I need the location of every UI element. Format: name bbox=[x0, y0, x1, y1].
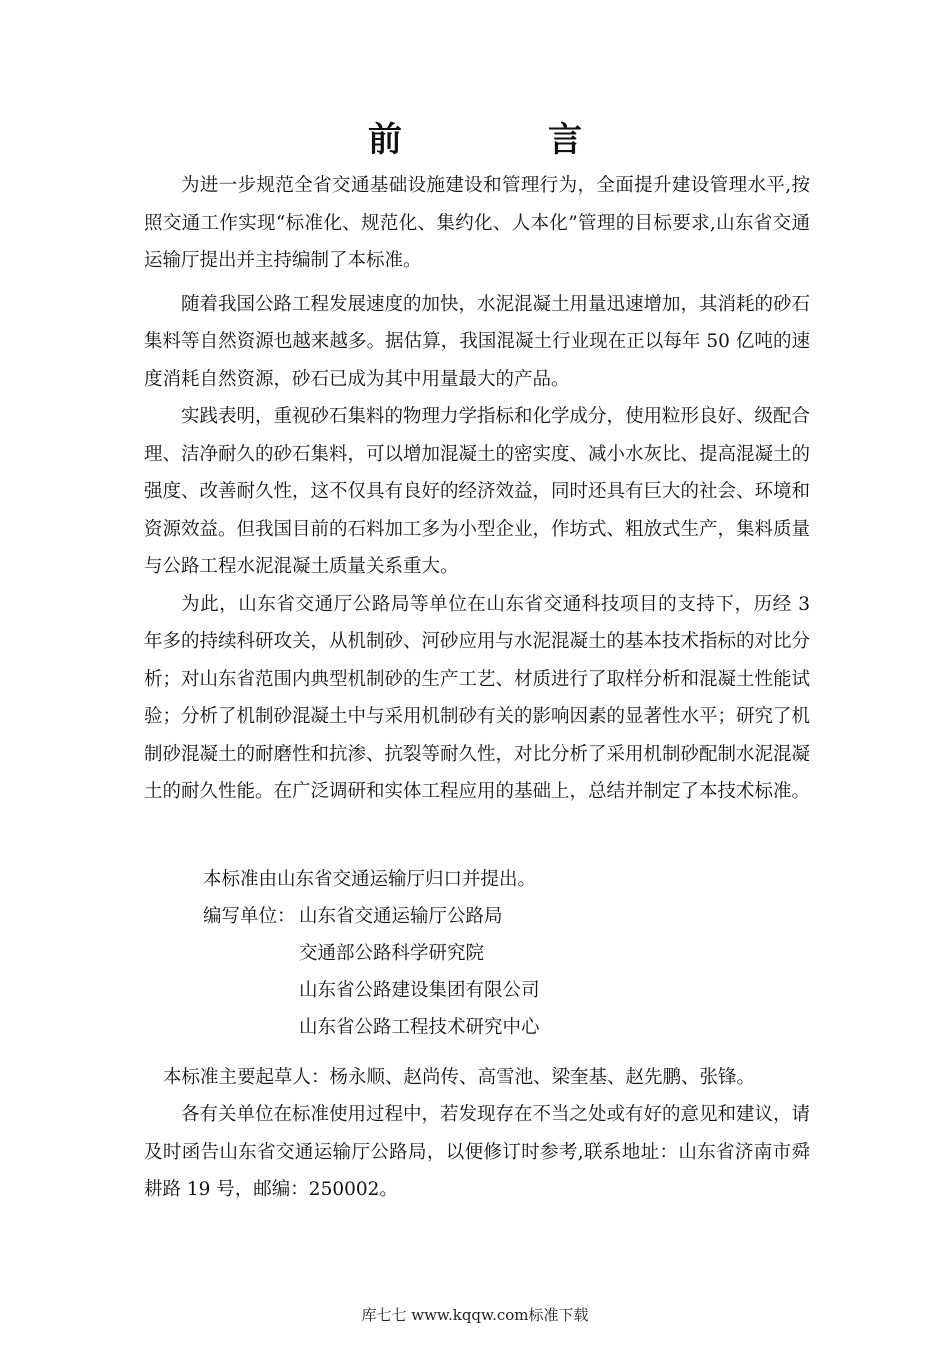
drafters-line: 本标准主要起草人：杨永顺、赵尚传、高雪池、梁奎基、赵先鹏、张锋。 bbox=[163, 1067, 756, 1088]
drafting-unit: 交通部公路科学研究院 bbox=[299, 943, 485, 964]
page-title: 前 言 bbox=[368, 120, 638, 160]
paragraph-4: 为此，山东省交通厅公路局等单位在山东省交通科技项目的支持下，历经 3 年多的持续科研攻关，从机制砂、河砂应用与水泥混凝土的基本技术指标的对比分析；对山东省范围内典型机制砂的生产工艺、材质进行了取样分析和混凝土性能试验；分析了机制砂混凝土中与采用机制砂有关的影响因素的显著性水平；研究了机制砂混凝土的耐磨性和抗渗、抗裂等耐久性，对比分析了采用机制砂配制水泥混凝土的耐久性能。在广泛调研和实体工程应用的基础上，总结并制定了本技术标准。 bbox=[144, 593, 811, 802]
drafting-unit: 山东省交通运输厅公路局 bbox=[299, 906, 503, 927]
paragraph-3: 实践表明，重视砂石集料的物理力学指标和化学成分，使用粒形良好、级配合理、洁净耐久的砂石集料，可以增加混凝土的密实度、减小水灰比、提高混凝土的强度、改善耐久性，这不仅具有良好的经济效益，同时还具有巨大的社会、环境和资源效益。但我国目前的石料加工多为小型企业，作坊式、粗放式生产，集料质量与公路工程水泥混凝土质量关系重大。 bbox=[144, 406, 811, 577]
paragraph-2: 随着我国公路工程发展速度的加快，水泥混凝土用量迅速增加，其消耗的砂石集料等自然资源也越来越多。据估算，我国混凝土行业现在正以每年 50 亿吨的速度消耗自然资源，砂石已成为其中用量最大的产品。 bbox=[144, 293, 811, 390]
proposer-line: 本标准由山东省交通运输厅归口并提出。 bbox=[203, 869, 537, 890]
paragraph-1: 为进一步规范全省交通基础设施建设和管理行为，全面提升建设管理水平,按照交通工作实现“标准化、规范化、集约化、人本化”管理的目标要求,山东省交通运输厅提出并主持编制了本标准。 bbox=[144, 175, 810, 271]
closing-section bbox=[144, 1096, 810, 1209]
closing-paragraph: 各有关单位在标准使用过程中，若发现存在不当之处或有好的意见和建议，请及时函告山东省交通运输厅公路局，以便修订时参考,联系地址：山东省济南市舜耕路 19 号，邮编：250002。 bbox=[144, 1104, 811, 1200]
intro-paragraphs bbox=[144, 167, 810, 811]
drafting-unit: 山东省公路建设集团有限公司 bbox=[299, 980, 540, 1001]
drafting-unit: 山东省公路工程技术研究中心 bbox=[299, 1017, 540, 1038]
drafting-units-label: 编写单位： bbox=[203, 906, 296, 927]
footer-source: 库七七 www.kqqw.com标准下载 bbox=[361, 1306, 589, 1324]
